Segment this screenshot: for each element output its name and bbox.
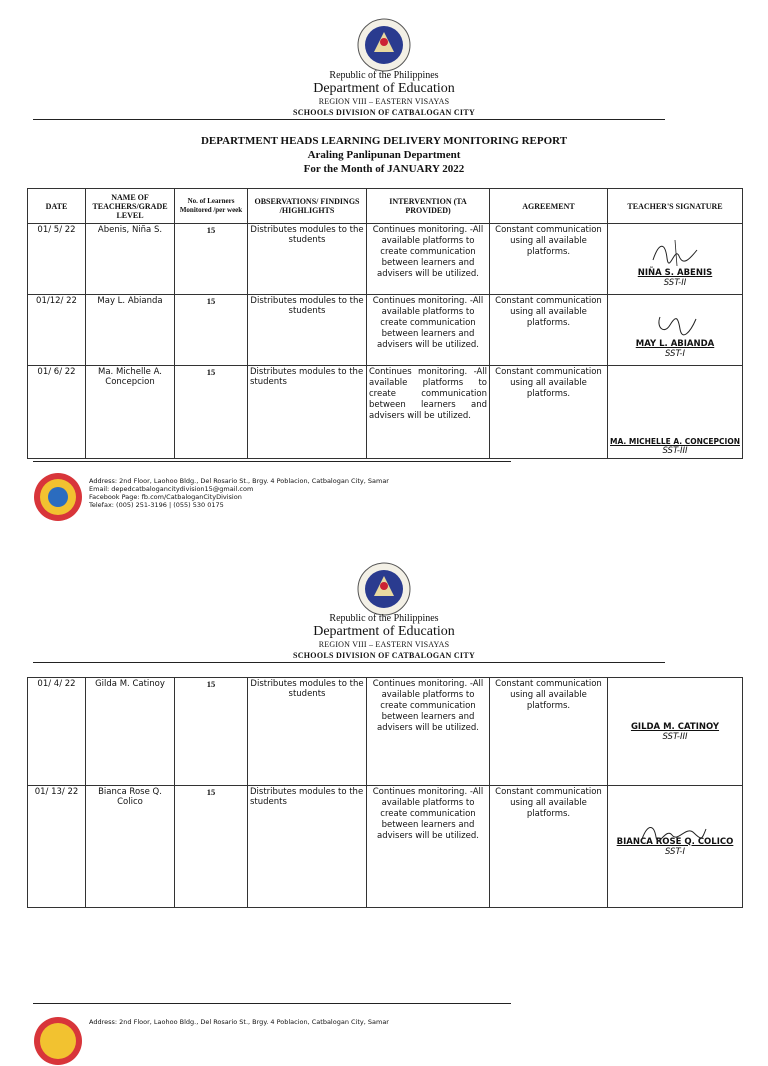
signature-title: SST-III [662,731,688,742]
row-observation: Distributes modules to the students [248,366,367,459]
signature-scrawl [650,313,700,339]
row-teacher-name: Gilda M. Catinoy [86,678,175,786]
page-2 [0,540,768,1024]
signature-block [610,837,740,857]
row-agreement: Constant communication using all available platforms. [490,786,608,908]
row-date: 01/12/ 22 [28,295,86,366]
row-observation: Distributes modules to the students [248,678,367,786]
row-teacher-name: Abenis, Niña S. [86,224,175,295]
row-agreement: Constant communication using all available platforms. [490,678,608,786]
row-agreement: Constant communication using all available platforms. [490,366,608,459]
header-rule [33,119,665,120]
deped-seal-icon [357,18,411,72]
signature-name: BIANCA ROSE Q. COLICO [616,836,734,847]
signature-block [608,339,742,359]
table-row [28,366,743,459]
signature-title: SST-III [662,446,688,456]
table-row [28,224,743,295]
header-division: SCHOOLS DIVISION OF CATBALOGAN CITY [292,108,476,117]
row-learners: 15 [175,678,248,786]
col-header-observations: OBSERVATIONS/ FINDINGS /HIGHLIGHTS [248,189,367,224]
row-date: 01/ 13/ 22 [28,786,86,908]
signature-block [608,437,742,456]
signature-name: GILDA M. CATINOY [630,721,720,732]
monitoring-table-continued [27,677,743,908]
col-header-signature: TEACHER'S SIGNATURE [608,189,743,224]
row-learners: 15 [175,295,248,366]
report-title: DEPARTMENT HEADS LEARNING DELIVERY MONITORING REPORT [200,135,568,147]
header-republic: Republic of the Philippines [329,70,439,81]
header-republic: Republic of the Philippines [329,613,439,624]
col-header-learners: No. of Learners Monitored /per week [175,189,248,224]
footer-address: Address: 2nd Floor, Laohoo Bldg., Del Rosario St., Brgy. 4 Poblacion, Catbalogan City, Samar [89,477,389,485]
footer-contact [89,1018,389,1026]
footer-facebook: Facebook Page: fb.com/CatbaloganCityDivision [89,493,242,501]
row-intervention: Continues monitoring. -All available platforms to create communication between learners and advisers will be utilized. [367,366,490,459]
footer-rule [33,461,511,462]
row-learners: 15 [175,786,248,908]
header-region: REGION VIII – EASTERN VISAYAS [318,97,450,106]
col-header-date: DATE [28,189,86,224]
row-date: 01/ 6/ 22 [28,366,86,459]
row-intervention: Continues monitoring. -All available platforms to create communication between learners and advisers will be utilized. [367,678,490,786]
row-signature [608,295,743,366]
report-month: For the Month of JANUARY 2022 [303,163,465,175]
row-observation: Distributes modules to the students [248,295,367,366]
col-header-agreement: AGREEMENT [490,189,608,224]
row-agreement: Constant communication using all available platforms. [490,224,608,295]
row-learners: 15 [175,366,248,459]
footer-telefax: Telefax: (005) 251-3196 | (055) 530 0175 [89,501,224,509]
footer-address: Address: 2nd Floor, Laohoo Bldg., Del Rosario St., Brgy. 4 Poblacion, Catbalogan City, Samar [89,1018,389,1026]
row-intervention: Continues monitoring. -All available platforms to create communication between learners and advisers will be utilized. [367,786,490,908]
signature-title: SST-II [663,278,687,288]
page-1 [0,0,768,520]
row-observation: Distributes modules to the students [248,786,367,908]
footer-email: Email: depedcatbalogancitydivision15@gmail.com [89,485,254,493]
header-rule [33,662,665,663]
monitoring-table [27,188,743,459]
footer-contact [89,477,389,509]
col-header-name: NAME OF TEACHERS/GRADE LEVEL [86,189,175,224]
row-agreement: Constant communication using all available platforms. [490,295,608,366]
row-observation: Distributes modules to the students [248,224,367,295]
footer-rule [33,1003,511,1004]
table-row [28,786,743,908]
header-division: SCHOOLS DIVISION OF CATBALOGAN CITY [292,651,476,660]
signature-scrawl [638,821,708,845]
row-intervention: Continues monitoring. -All available platforms to create communication between learners and advisers will be utilized. [367,224,490,295]
row-signature [608,678,743,786]
row-signature [608,786,743,908]
row-teacher-name: May L. Abianda [86,295,175,366]
deped-seal-icon [357,562,411,616]
table-header-row [28,189,743,224]
row-teacher-name: Ma. Michelle A. Concepcion [86,366,175,459]
row-teacher-name: Bianca Rose Q. Colico [86,786,175,908]
signature-scrawl [645,238,705,268]
row-date: 01/ 5/ 22 [28,224,86,295]
table-row [28,678,743,786]
row-date: 01/ 4/ 22 [28,678,86,786]
row-signature [608,224,743,295]
signature-title: SST-I [664,846,686,857]
table-row [28,295,743,366]
header-department: Department of Education [313,81,455,96]
col-header-intervention: INTERVENTION (TA PROVIDED) [367,189,490,224]
header-region: REGION VIII – EASTERN VISAYAS [318,640,450,649]
division-seal-icon [33,472,83,522]
row-learners: 15 [175,224,248,295]
signature-title: SST-I [664,349,686,359]
row-intervention: Continues monitoring. -All available platforms to create communication between learners and advisers will be utilized. [367,295,490,366]
header-department: Department of Education [313,624,455,639]
signature-name: MAY L. ABIANDA [635,339,715,349]
signature-name: NIÑA S. ABENIS [637,268,713,278]
row-signature [608,366,743,459]
signature-block [608,268,742,288]
signature-name: MA. MICHELLE A. CONCEPCION [610,437,740,446]
report-department: Araling Panlipunan Department [307,149,461,161]
signature-block [610,722,740,742]
